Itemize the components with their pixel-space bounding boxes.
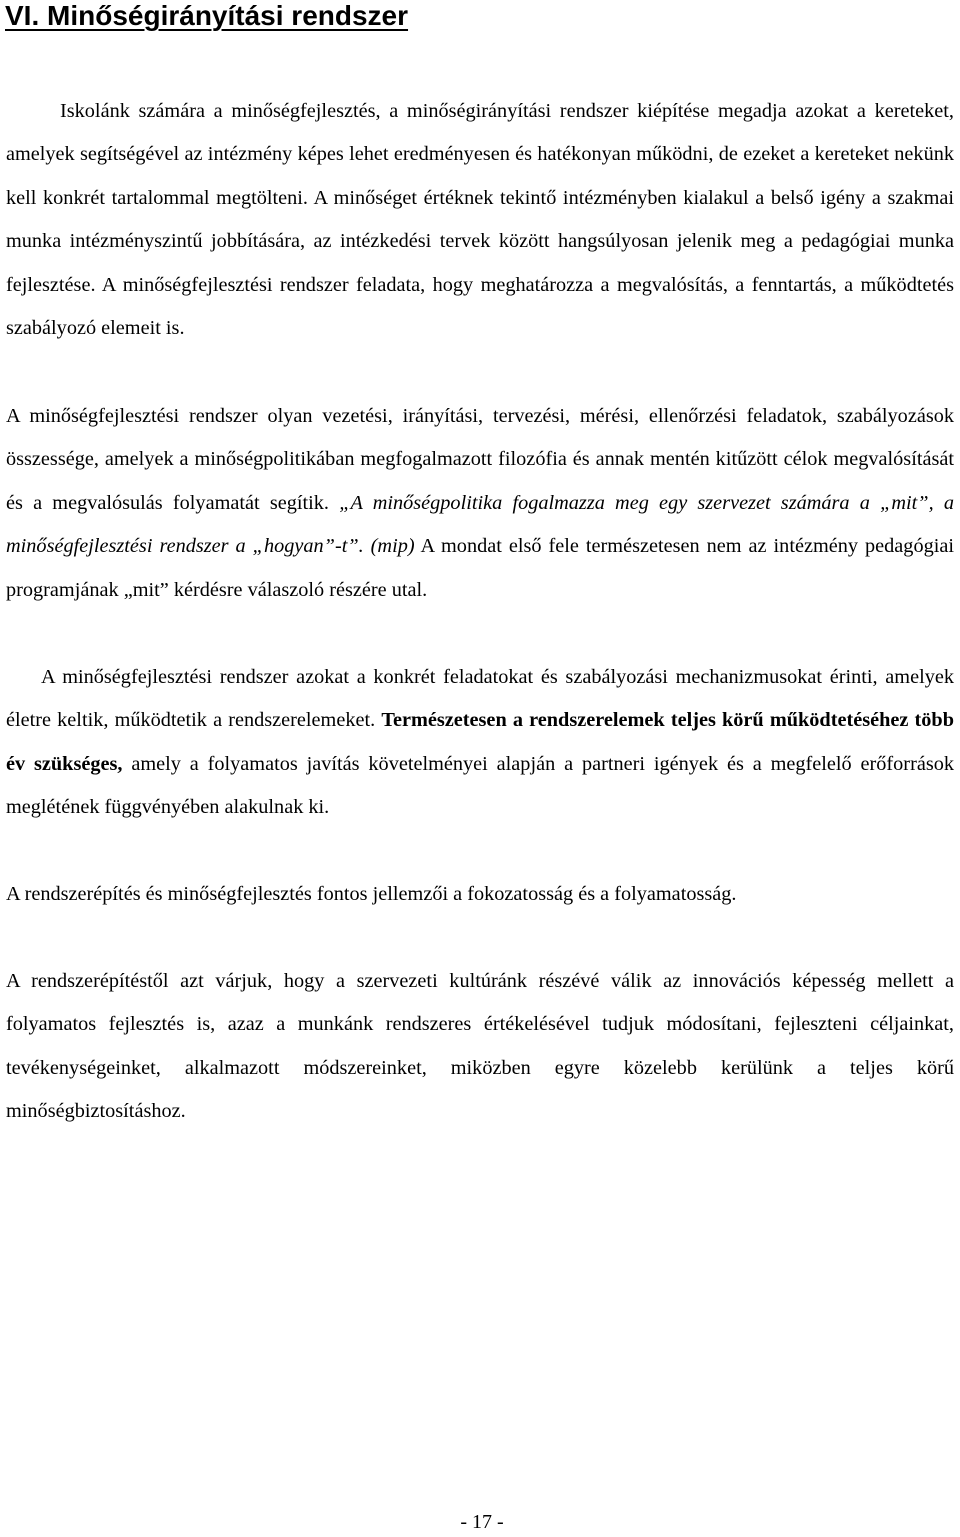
- page-number: - 17 -: [460, 1511, 504, 1533]
- paragraph-mechanisms-text: A minőségfejlesztési rendszer azokat a konkrét feladatokat és szabályozási mechanizmusokat érinti, amelyek életre keltik, működtetik a rendszerelemeket.: [6, 666, 954, 732]
- paragraph-mechanisms: [6, 656, 954, 830]
- paragraph-characteristics: A rendszerépítés és minőségfejlesztés fontos jellemzői a fokozatosság és a folyamatosság.: [6, 883, 737, 905]
- paragraph-expectations: A rendszerépítéstől azt várjuk, hogy a szervezeti kultúránk részévé válik az innovációs képesség mellett a folyamatos fejlesztés is, azaz a munkánk rendszeres értékelésével tudjuk módosítani, fejleszteni céljainkat, tevékenységeinket, alkalmazott módszereinket, miközben egyre közelebb kerülünk a teljes körű minőségbiztosításhoz.: [6, 970, 954, 1123]
- paragraph-definition-note: A mondat első fele természetesen nem az intézmény pedagógiai programjának „mit” kérdésre válaszoló részére utal.: [6, 535, 954, 601]
- paragraph-mechanisms-continuation: amely a folyamatos javítás követelményei alapján a partneri igények és a megfelelő erőforrások meglétének függvényében alakulnak ki.: [6, 752, 954, 819]
- section-heading: VI. Minőségirányítási rendszer: [5, 0, 409, 31]
- paragraph-intro: Iskolánk számára a minőségfejlesztés, a minőségirányítási rendszer kiépítése megadja azokat a kereteket, amelyek segítségével az intézmény képes lehet eredményesen és hatékonyan működni, de ezeket a kereteket nekünk kell konkrét tartalommal megtölteni. A minőséget értéknek tekintő intézményben kialakul a belső igény a szakmai munka intézményszintű jobbítására, az intézkedési tervek között hangsúlyosan jelenik meg a pedagógiai munka fejlesztése. A minőségfejlesztési rendszer feladata, hogy meghatározza a megvalósítás, a fenntartás, a működtetés szabályozó elemeit is.: [6, 100, 954, 340]
- paragraph-definition-text: A minőségfejlesztési rendszer olyan vezetési, irányítási, tervezési, mérési, ellenőrzési feladatok, szabályozások összessége, amelyek a minőségpolitikában megfogalmazott filozófia és annak mentén kitűzött célok megvalósítását és a megvalósulás folyamatát segítik.: [6, 405, 954, 514]
- paragraph-definition-quote: „A minőségpolitika fogalmazza meg egy szervezet számára a „mit”, a minőségfejlesztési rendszer a „hogyan”-t”. (mip): [6, 491, 954, 558]
- paragraph-mechanisms-emphasis: Természetesen a rendszerelemek teljes körű működtetéséhez több év szükséges,: [6, 709, 954, 775]
- paragraph-definition: [6, 395, 954, 612]
